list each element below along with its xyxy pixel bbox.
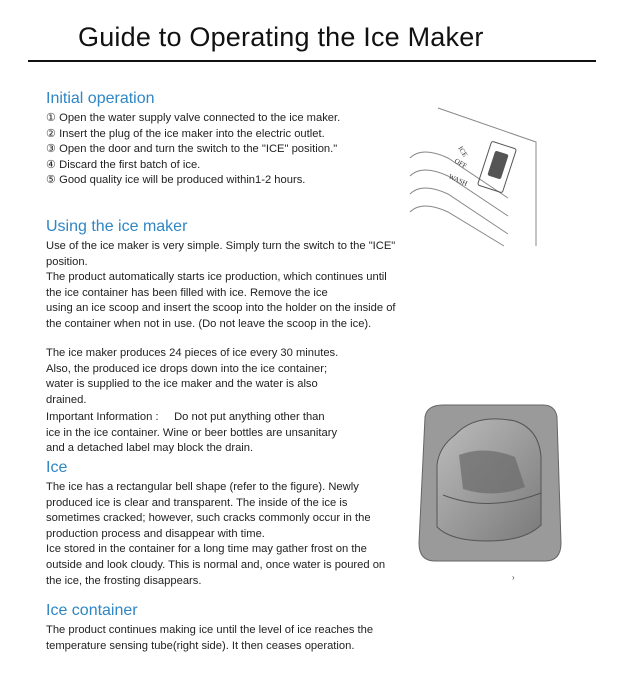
ice-switch-figure xyxy=(408,100,548,250)
production-rate-paragraph xyxy=(46,346,366,408)
shelf-line-4 xyxy=(410,206,504,246)
switch-toggle-icon xyxy=(487,150,508,179)
initial-operation-heading: Initial operation xyxy=(46,90,155,107)
page-title: Guide to Operating the Ice Maker xyxy=(78,22,484,52)
ice-container-heading: Ice container xyxy=(46,602,138,619)
title-underline xyxy=(28,60,596,62)
section-ice-container xyxy=(46,602,406,654)
initial-step-4: ④ Discard the first batch of ice. xyxy=(46,158,201,171)
ice-cube-figure xyxy=(415,395,565,570)
container-line-2: temperature sensing tube(right side). It then ceases operation. xyxy=(46,639,355,652)
section-initial-operation xyxy=(46,90,406,189)
production-line-3: water is supplied to the ice maker and the water is also xyxy=(46,378,318,391)
ice-line-4: production process and disappear with time. xyxy=(46,527,265,540)
initial-step-5: ⑤ Good quality ice will be produced within1-2 hours. xyxy=(46,174,306,187)
initial-step-1: ① Open the water supply valve connected to the ice maker. xyxy=(46,112,341,124)
important-info-paragraph xyxy=(46,410,366,457)
using-line-4: the ice container has been filled with ice. Remove the ice xyxy=(46,286,328,299)
using-line-3: The product automatically starts ice production, which continues until xyxy=(46,271,387,284)
initial-step-2: ② Insert the plug of the ice maker into the electric outlet. xyxy=(46,127,325,140)
ice-line-2: produced ice is clear and transparent. The inside of the ice is xyxy=(46,496,348,509)
switch-label-ice: ICE xyxy=(456,144,470,159)
shelf-line-3 xyxy=(410,188,508,234)
initial-step-3: ③ Open the door and turn the switch to the "ICE" position." xyxy=(46,143,338,156)
using-line-1: Use of the ice maker is very simple. Simply turn the switch to the "ICE" xyxy=(46,240,396,252)
important-line-1: Important Information : Do not put anything other than xyxy=(46,411,325,423)
section-ice xyxy=(46,459,416,589)
ice-line-6: outside and look cloudy. This is normal and, once water is poured on xyxy=(46,558,386,571)
using-line-5: using an ice scoop and insert the scoop into the holder on the inside of xyxy=(46,302,396,315)
ice-line-5: Ice stored in the container for a long time may gather frost on the xyxy=(46,543,367,556)
switch-label-wash: WASH xyxy=(447,172,469,188)
using-ice-maker-heading: Using the ice maker xyxy=(46,218,188,235)
stray-mark: › xyxy=(512,573,515,582)
using-line-2: position. xyxy=(46,255,88,268)
ice-heading: Ice xyxy=(46,459,68,476)
important-line-3: and a detached label may block the drain. xyxy=(46,442,254,455)
ice-line-3: sometimes cracked; however, such cracks commonly occur in the xyxy=(46,512,371,525)
switch-label-off: OFF xyxy=(453,156,469,171)
production-line-2: Also, the produced ice drops down into the ice container; xyxy=(46,362,328,375)
container-line-1: The product continues making ice until the level of ice reaches the xyxy=(46,624,374,636)
section-using-ice-maker xyxy=(46,218,411,333)
important-line-2: ice in the ice container. Wine or beer bottles are unsanitary xyxy=(46,426,338,439)
production-line-1: The ice maker produces 24 pieces of ice every 30 minutes. xyxy=(46,347,339,359)
production-line-4: drained. xyxy=(46,393,87,406)
ice-line-1: The ice has a rectangular bell shape (refer to the figure). Newly xyxy=(46,481,359,493)
ice-line-7: the ice, the frosting disappears. xyxy=(46,574,202,587)
using-line-6: the container when not in use. (Do not leave the scoop in the ice). xyxy=(46,317,372,330)
